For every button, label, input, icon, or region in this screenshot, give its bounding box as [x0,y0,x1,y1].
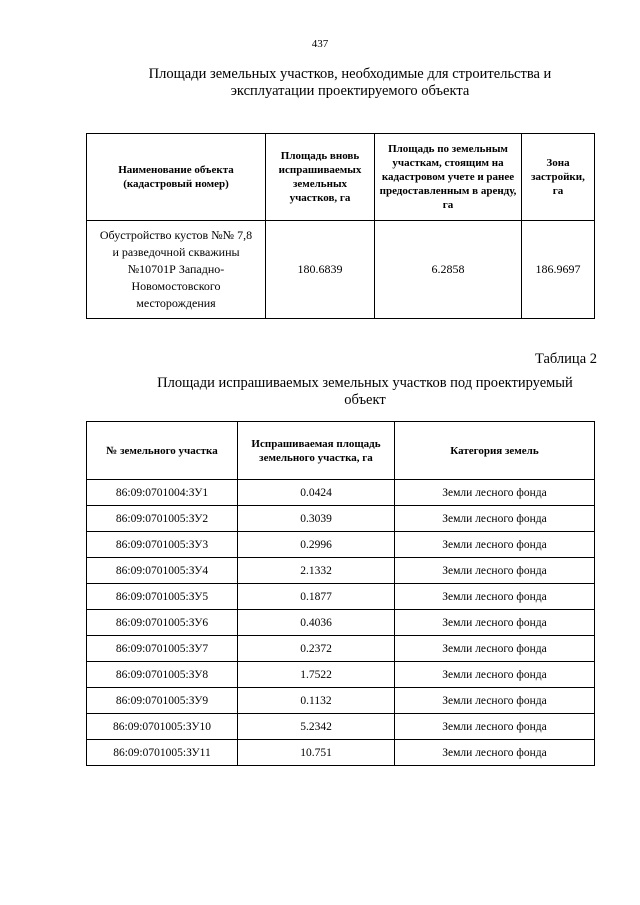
table2-heading-line1: Площади испрашиваемых земельных участков под проектируемый [157,375,573,391]
category-cell: Земли лесного фонда [395,714,595,740]
object-name-cell [87,221,266,319]
area-cell: 0.1132 [238,688,395,714]
area-cell: 0.3039 [238,506,395,532]
column-header-new-area: Площадь вновь испрашиваемых земельных участков, га [266,134,375,221]
table-row [87,558,595,584]
parcel-number-cell: 86:09:0701005:ЗУ6 [87,610,238,636]
table2-heading-line2: объект [344,392,386,408]
category-cell: Земли лесного фонда [395,584,595,610]
table-row [87,610,595,636]
table-row [87,740,595,766]
object-name-line: Обустройство кустов №№ 7,8 [99,228,253,242]
table-row [87,506,595,532]
new-area-cell: 180.6839 [266,221,375,319]
table-row [87,636,595,662]
parcel-number-cell: 86:09:0701005:ЗУ2 [87,506,238,532]
parcel-number-cell: 86:09:0701005:ЗУ7 [87,636,238,662]
parcel-number-cell: 86:09:0701005:ЗУ11 [87,740,238,766]
area-cell: 0.1877 [238,584,395,610]
table-row [87,662,595,688]
table2-heading [125,375,605,409]
category-cell: Земли лесного фонда [395,636,595,662]
page-number: 437 [311,38,329,50]
category-cell: Земли лесного фонда [395,740,595,766]
column-header-land-category: Категория земель [395,422,595,480]
area-cell: 10.751 [238,740,395,766]
object-name-line: месторождения [136,296,216,310]
table-row [87,532,595,558]
table-row [87,221,595,319]
table1-heading [130,66,570,100]
table-row [87,714,595,740]
category-cell: Земли лесного фонда [395,558,595,584]
parcel-number-cell: 86:09:0701004:ЗУ1 [87,480,238,506]
object-name-line: №10701Р Западно- [127,262,225,276]
category-cell: Земли лесного фонда [395,688,595,714]
category-cell: Земли лесного фонда [395,610,595,636]
column-header-parcel-number: № земельного участка [87,422,238,480]
column-header-object-name: Наименование объекта (кадастровый номер) [87,134,266,221]
table1-heading-line2: эксплуатации проектируемого объекта [230,83,470,99]
area-cell: 0.2996 [238,532,395,558]
table-row [87,584,595,610]
parcel-number-cell: 86:09:0701005:ЗУ4 [87,558,238,584]
table2-label: Таблица 2 [534,351,597,367]
area-cell: 5.2342 [238,714,395,740]
category-cell: Земли лесного фонда [395,506,595,532]
area-cell: 2.1332 [238,558,395,584]
parcel-number-cell: 86:09:0701005:ЗУ3 [87,532,238,558]
table1-heading-line1: Площади земельных участков, необходимые для строительства и [148,66,552,82]
zone-cell: 186.9697 [522,221,595,319]
area-cell: 1.7522 [238,662,395,688]
object-name-line: и разведочной скважины [112,245,240,259]
parcel-number-cell: 86:09:0701005:ЗУ8 [87,662,238,688]
table-header-row [87,134,595,221]
leased-area-cell: 6.2858 [375,221,522,319]
category-cell: Земли лесного фонда [395,532,595,558]
parcel-number-cell: 86:09:0701005:ЗУ10 [87,714,238,740]
parcel-number-cell: 86:09:0701005:ЗУ5 [87,584,238,610]
area-cell: 0.0424 [238,480,395,506]
object-name-line: Новомостовского [131,279,221,293]
area-cell: 0.2372 [238,636,395,662]
table-row [87,480,595,506]
table-header-row [87,422,595,480]
land-area-table [86,133,595,319]
parcel-number-cell: 86:09:0701005:ЗУ9 [87,688,238,714]
area-cell: 0.4036 [238,610,395,636]
column-header-leased-area: Площадь по земельным участкам, стоящим на кадастровом учете и ранее предоставленным в аренду, га [375,134,522,221]
parcels-table-body [87,480,595,766]
column-header-requested-area: Испрашиваемая площадь земельного участка, га [238,422,395,480]
category-cell: Земли лесного фонда [395,480,595,506]
parcels-table [86,421,595,766]
category-cell: Земли лесного фонда [395,662,595,688]
table-row [87,688,595,714]
column-header-zone: Зона застройки, га [522,134,595,221]
